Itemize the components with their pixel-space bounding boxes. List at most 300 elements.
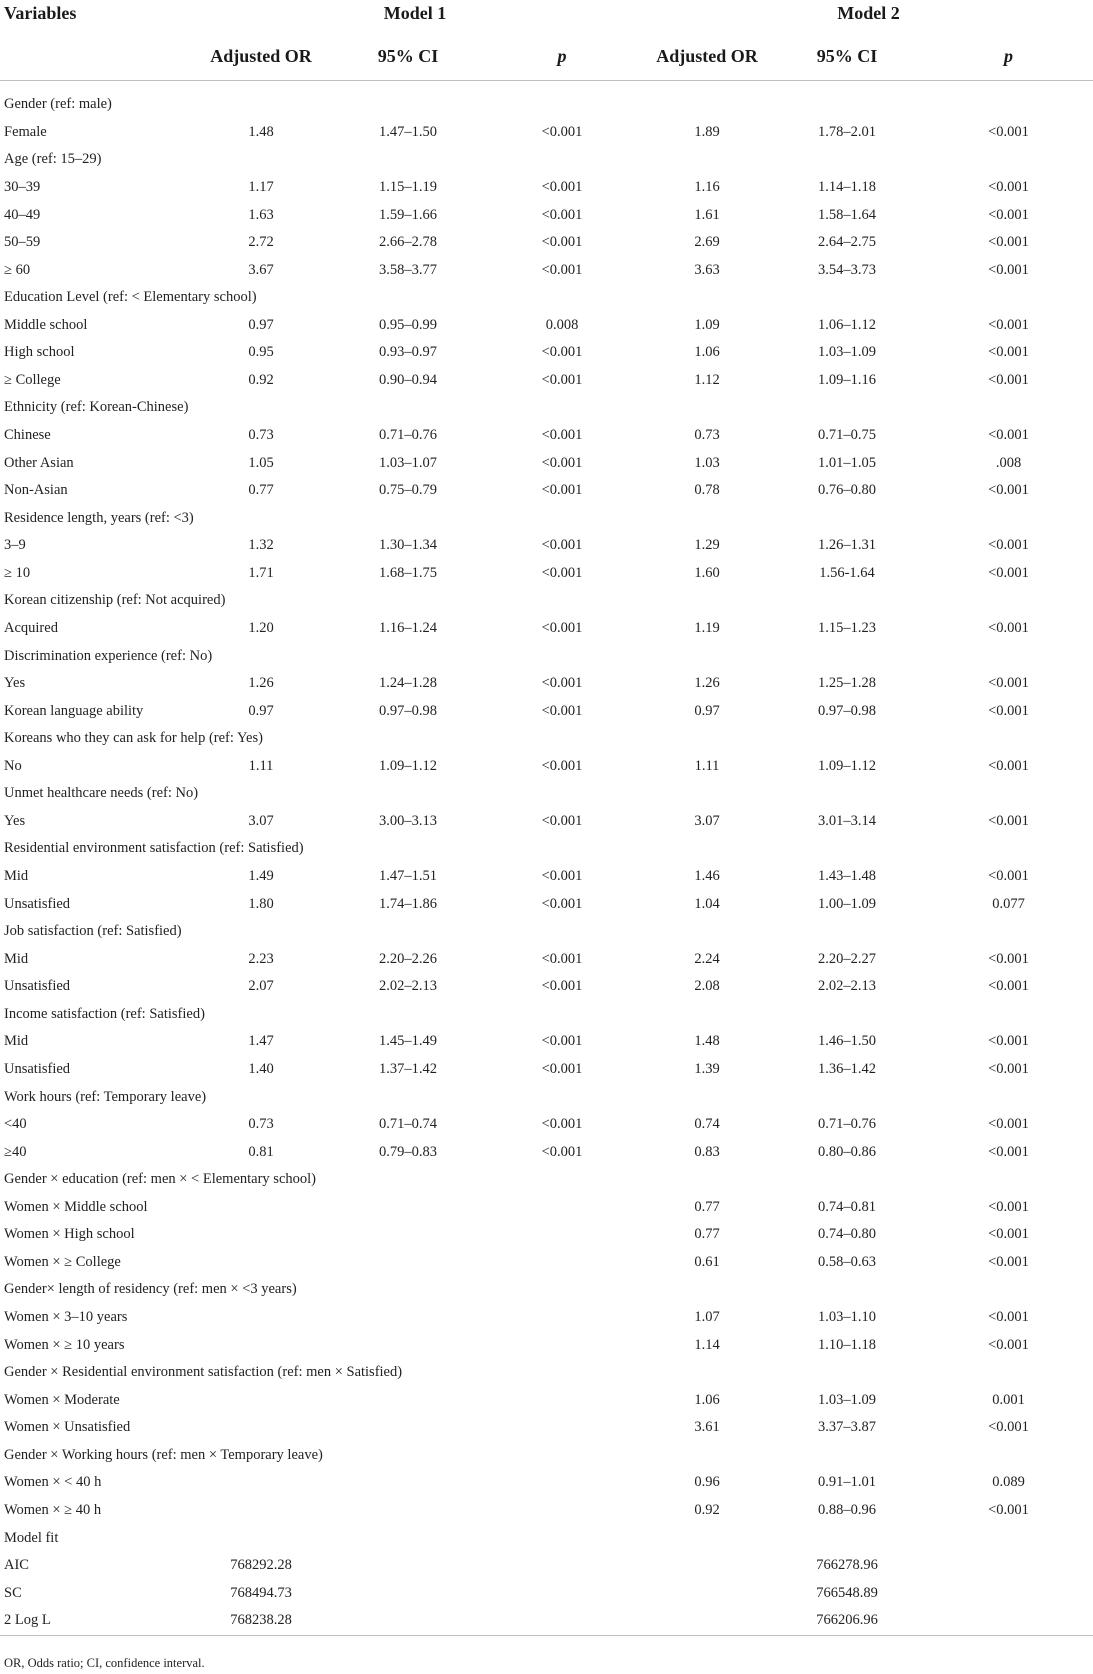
model2-ci: 1.10–1.18 (818, 1336, 877, 1353)
model2-ci: 1.03–1.09 (818, 1391, 877, 1408)
model2-p: <0.001 (988, 757, 1029, 774)
model2-adjusted-or: 2.24 (694, 950, 720, 967)
table-row (0, 1386, 1093, 1414)
table-row (0, 808, 1093, 836)
model1-ci: 1.24–1.28 (379, 675, 437, 692)
empty-cell (480, 1552, 644, 1580)
model1-adjusted-or: 1.26 (248, 675, 274, 692)
model2-p: <0.001 (988, 1198, 1029, 1215)
model1-ci: 3.58–3.77 (379, 261, 437, 278)
model1-ci: 1.68–1.75 (379, 564, 437, 581)
model1-p: <0.001 (541, 178, 583, 195)
model2-adjusted-or: 1.29 (694, 537, 720, 554)
model2-ci: 1.25–1.28 (818, 675, 877, 692)
model2-ci: 0.88–0.96 (818, 1501, 877, 1518)
model2-p: 0.089 (992, 1474, 1025, 1491)
table-row (0, 339, 1093, 367)
model1-p: <0.001 (541, 537, 583, 554)
model2-p: <0.001 (988, 1309, 1029, 1326)
model2-p: <0.001 (988, 206, 1029, 223)
model1-p: <0.001 (541, 950, 583, 967)
model2-adjusted-or: 2.69 (694, 234, 720, 251)
model2-adjusted-or: 1.09 (694, 316, 720, 333)
group-header-row (0, 1524, 1093, 1552)
group-header-row (0, 394, 1093, 422)
model2-adjusted-or: 1.19 (694, 619, 720, 636)
group-label: Koreans who they can ask for help (ref: Yes) (4, 730, 263, 747)
row-label: Middle school (4, 316, 88, 333)
model2-p: <0.001 (988, 261, 1029, 278)
table-row (0, 1111, 1093, 1139)
row-label: Mid (4, 950, 29, 967)
row-label: Yes (4, 812, 26, 829)
model1-p: <0.001 (541, 344, 583, 361)
table-row (0, 367, 1093, 395)
model2-ci: 1.36–1.42 (818, 1060, 877, 1077)
model2-adjusted-or: 2.08 (694, 978, 720, 995)
empty-cell (644, 1552, 770, 1580)
model2-adjusted-or: 1.89 (694, 123, 720, 140)
model1-ci: 0.95–0.99 (379, 316, 437, 333)
model1-p: <0.001 (541, 234, 583, 251)
model1-ci: 1.59–1.66 (379, 206, 437, 223)
spacer-row (0, 81, 1093, 92)
table-row (0, 615, 1093, 643)
table-row (0, 1331, 1093, 1359)
group-label: Job satisfaction (ref: Satisfied) (4, 923, 182, 940)
group-header-row (0, 835, 1093, 863)
model2-ci: 2.20–2.27 (818, 950, 877, 967)
table-row (0, 697, 1093, 725)
model2-p: <0.001 (988, 619, 1029, 636)
model2-adjusted-or: 0.78 (694, 482, 720, 499)
model1-ci: 0.75–0.79 (379, 482, 437, 499)
model1-p: <0.001 (541, 868, 583, 885)
model2-adjusted-or: 1.04 (694, 895, 720, 912)
table-row (0, 1138, 1093, 1166)
model1-p: <0.001 (541, 1143, 583, 1160)
model1-adjusted-or: 1.20 (248, 619, 274, 636)
model2-ci: 1.15–1.23 (818, 619, 877, 636)
row-label: Unsatisfied (4, 1060, 71, 1077)
model1-p: <0.001 (541, 978, 583, 995)
model1-p (480, 1497, 644, 1525)
model-fit-row (0, 1552, 1093, 1580)
model1-adjusted-or: 1.80 (248, 895, 274, 912)
row-label: 30–39 (4, 178, 41, 195)
row-label: Female (4, 123, 47, 140)
table-header (0, 0, 1093, 81)
model1-adjusted-or: 0.73 (248, 1116, 274, 1133)
model2-adjusted-or: 0.96 (694, 1474, 720, 1491)
model2-p: <0.001 (988, 427, 1029, 444)
row-label: Non-Asian (4, 482, 68, 499)
model1-ci: 1.37–1.42 (379, 1060, 437, 1077)
table-row (0, 863, 1093, 891)
table-row (0, 560, 1093, 588)
group-label: Korean citizenship (ref: Not acquired) (4, 592, 226, 609)
model1-p: <0.001 (541, 123, 583, 140)
model2-adjusted-or: 3.61 (694, 1419, 720, 1436)
model1-p: <0.001 (541, 619, 583, 636)
model1-adjusted-or: 2.23 (248, 950, 274, 967)
model1-ci (336, 1414, 480, 1442)
model2-ci: 1.01–1.05 (818, 454, 877, 471)
model2-ci: 1.09–1.12 (818, 757, 877, 774)
table-body (0, 81, 1093, 1636)
model1-p: <0.001 (541, 482, 583, 499)
row-label: Acquired (4, 619, 58, 636)
group-header-row (0, 918, 1093, 946)
model2-ci: 1.03–1.10 (818, 1309, 877, 1326)
group-header-row (0, 587, 1093, 615)
model1-ci: 0.79–0.83 (379, 1143, 437, 1160)
model1-p (480, 1194, 644, 1222)
model1-p (480, 1386, 644, 1414)
model1-p (480, 1249, 644, 1277)
model1-adjusted-or: 1.63 (248, 206, 274, 223)
empty-cell (336, 1552, 480, 1580)
model2-p: <0.001 (988, 1419, 1029, 1436)
model2-ci: 2.02–2.13 (818, 978, 877, 995)
model2-p: 0.001 (992, 1391, 1025, 1408)
group-label: Unmet healthcare needs (ref: No) (4, 785, 199, 802)
model2-p: <0.001 (988, 482, 1029, 499)
table-row (0, 477, 1093, 505)
model1-ci: 1.47–1.51 (379, 868, 437, 885)
model1-p: <0.001 (541, 564, 583, 581)
model1-adjusted-or (186, 1249, 336, 1277)
model1-fit-value: 768292.28 (230, 1557, 292, 1574)
model1-adjusted-or: 3.07 (248, 812, 274, 829)
table-row (0, 890, 1093, 918)
model1-p: <0.001 (541, 895, 583, 912)
model1-ci: 0.93–0.97 (379, 344, 437, 361)
model2-ci: 1.43–1.48 (818, 868, 877, 885)
model1-adjusted-or: 2.72 (248, 234, 274, 251)
model1-adjusted-or: 1.49 (248, 868, 274, 885)
model2-p: .008 (995, 454, 1022, 471)
row-label: Women × Unsatisfied (4, 1419, 131, 1436)
row-label: Mid (4, 1033, 29, 1050)
empty-cell (480, 1607, 644, 1635)
model2-p: <0.001 (988, 812, 1029, 829)
table-row (0, 1304, 1093, 1332)
group-header-row (0, 146, 1093, 174)
model1-ci (336, 1249, 480, 1277)
model2-ci-header: 95% CI (816, 46, 878, 66)
model1-adjusted-or: 1.11 (248, 757, 274, 774)
model1-adjusted-or: 0.81 (248, 1143, 274, 1160)
row-label: Chinese (4, 427, 51, 444)
empty-cell (644, 1607, 770, 1635)
group-label: Gender × Working hours (ref: men × Temporary leave) (4, 1446, 323, 1463)
row-label: ≥ 10 (4, 564, 31, 581)
model2-adjusted-or: 1.12 (694, 371, 720, 388)
model2-ci: 1.78–2.01 (818, 123, 877, 140)
group-label: Gender (ref: male) (4, 96, 112, 113)
model1-adjusted-or: 1.48 (248, 123, 274, 140)
model2-p: <0.001 (988, 868, 1029, 885)
model1-adjusted-or (186, 1304, 336, 1332)
row-label: Women × ≥ College (4, 1253, 121, 1270)
model2-p: <0.001 (988, 1253, 1029, 1270)
row-label: Mid (4, 868, 29, 885)
model2-ci: 0.58–0.63 (818, 1253, 877, 1270)
group-header-row (0, 1166, 1093, 1194)
model1-ci: 1.47–1.50 (379, 123, 437, 140)
table-row (0, 670, 1093, 698)
empty-cell (336, 1607, 480, 1635)
group-label: Income satisfaction (ref: Satisfied) (4, 1005, 205, 1022)
header-row-models (0, 0, 1093, 33)
model1-p: <0.001 (541, 454, 583, 471)
table-row (0, 1028, 1093, 1056)
empty-cell (480, 1579, 644, 1607)
model1-adjusted-or: 0.77 (248, 482, 274, 499)
model1-p: <0.001 (541, 1060, 583, 1077)
model1-p: <0.001 (541, 757, 583, 774)
model2-adjusted-or: 1.06 (694, 1391, 720, 1408)
row-label: No (4, 757, 22, 774)
model1-adjusted-or (186, 1497, 336, 1525)
table-row (0, 532, 1093, 560)
model1-ci (336, 1331, 480, 1359)
row-label: 40–49 (4, 206, 41, 223)
model1-ci: 1.74–1.86 (379, 895, 437, 912)
model2-ci: 0.71–0.75 (818, 427, 877, 444)
model2-p: <0.001 (988, 978, 1029, 995)
model2-adjusted-or: 3.07 (694, 812, 720, 829)
model2-adjusted-or: 1.03 (694, 454, 720, 471)
model2-ci: 0.97–0.98 (818, 702, 877, 719)
group-label: Ethnicity (ref: Korean-Chinese) (4, 399, 189, 416)
model1-ci: 0.71–0.74 (379, 1116, 437, 1133)
row-label: Yes (4, 675, 26, 692)
model1-ci: 2.66–2.78 (379, 234, 437, 251)
model1-ci-header: 95% CI (377, 46, 439, 66)
model2-adjusted-or: 3.63 (694, 261, 720, 278)
model2-ci: 0.71–0.76 (818, 1116, 877, 1133)
table-row (0, 973, 1093, 1001)
model2-adjusted-or: 1.48 (694, 1033, 720, 1050)
empty-cell (924, 1607, 1093, 1635)
header-row-columns (0, 33, 1093, 81)
table-row (0, 753, 1093, 781)
fit-label: AIC (4, 1557, 29, 1574)
model2-ci: 3.37–3.87 (818, 1419, 877, 1436)
table-row (0, 119, 1093, 147)
model1-ci (336, 1386, 480, 1414)
model1-ci: 1.16–1.24 (379, 619, 437, 636)
model1-adjusted-or: 1.47 (248, 1033, 274, 1050)
group-header-row (0, 504, 1093, 532)
group-header-row (0, 725, 1093, 753)
model1-p: <0.001 (541, 1116, 583, 1133)
model1-p: <0.001 (541, 427, 583, 444)
table-row (0, 1194, 1093, 1222)
model2-header: Model 2 (837, 3, 900, 23)
model2-adjusted-or: 1.60 (694, 564, 720, 581)
group-header-row (0, 1001, 1093, 1029)
model2-adjusted-or: 1.39 (694, 1060, 720, 1077)
model1-p: <0.001 (541, 261, 583, 278)
table-row (0, 201, 1093, 229)
table-row (0, 1469, 1093, 1497)
model2-ci: 1.46–1.50 (818, 1033, 877, 1050)
model1-p: <0.001 (541, 371, 583, 388)
model1-p (480, 1331, 644, 1359)
group-label: Model fit (4, 1529, 59, 1546)
group-label: Gender × education (ref: men × < Elementary school) (4, 1171, 316, 1188)
model1-adjusted-or: 1.05 (248, 454, 274, 471)
model2-adjusted-or: 0.97 (694, 702, 720, 719)
model2-adjusted-or: 0.92 (694, 1501, 720, 1518)
model1-adjusted-or: 1.71 (248, 564, 274, 581)
table-row (0, 174, 1093, 202)
model1-adjusted-or: 3.67 (248, 261, 274, 278)
model1-ci (336, 1304, 480, 1332)
row-label: Women × 3–10 years (4, 1309, 128, 1326)
model2-p: 0.077 (992, 895, 1025, 912)
model2-ci: 1.26–1.31 (818, 537, 877, 554)
group-label: Gender× length of residency (ref: men × <3 years) (4, 1281, 297, 1298)
model2-adjusted-or: 1.16 (694, 178, 720, 195)
table-row (0, 256, 1093, 284)
model2-p: <0.001 (988, 1336, 1029, 1353)
model1-ci: 1.30–1.34 (379, 537, 437, 554)
table-row (0, 945, 1093, 973)
row-label: 3–9 (4, 537, 26, 554)
model1-adjusted-or (186, 1194, 336, 1222)
model1-adjusted-or: 0.73 (248, 427, 274, 444)
group-label: Discrimination experience (ref: No) (4, 647, 213, 664)
model1-ci: 0.97–0.98 (379, 702, 437, 719)
table-row (0, 1221, 1093, 1249)
fit-label: SC (4, 1584, 22, 1601)
variables-header: Variables (4, 3, 77, 23)
group-label: Age (ref: 15–29) (4, 151, 102, 168)
group-header-row (0, 1442, 1093, 1470)
group-header-row (0, 780, 1093, 808)
row-label: Unsatisfied (4, 895, 71, 912)
model1-p (480, 1414, 644, 1442)
empty-cell (924, 1552, 1093, 1580)
table-row (0, 1414, 1093, 1442)
row-label: Women × < 40 h (4, 1474, 102, 1491)
model2-ci: 1.03–1.09 (818, 344, 877, 361)
model2-p: <0.001 (988, 1116, 1029, 1133)
model2-ci: 0.80–0.86 (818, 1143, 877, 1160)
group-label: Residence length, years (ref: <3) (4, 509, 194, 526)
model1-ci: 1.09–1.12 (379, 757, 437, 774)
row-label: Women × Moderate (4, 1391, 120, 1408)
table-row (0, 422, 1093, 450)
table-row (0, 1497, 1093, 1525)
row-label: High school (4, 344, 75, 361)
model1-p: 0.008 (545, 316, 579, 333)
model2-ci: 1.00–1.09 (818, 895, 877, 912)
row-label: Women × Middle school (4, 1198, 148, 1215)
model2-p: <0.001 (988, 234, 1029, 251)
model1-adjusted-or: 0.97 (248, 316, 274, 333)
table-row (0, 312, 1093, 340)
model2-p: <0.001 (988, 1033, 1029, 1050)
group-header-row (0, 1083, 1093, 1111)
model2-ci: 3.01–3.14 (818, 812, 877, 829)
row-label: 50–59 (4, 234, 41, 251)
model2-p-header: p (1004, 46, 1014, 66)
model1-adjusted-or (186, 1386, 336, 1414)
model2-ci: 0.74–0.81 (818, 1198, 877, 1215)
group-label: Residential environment satisfaction (ref: Satisfied) (4, 840, 304, 857)
model2-p: <0.001 (988, 344, 1029, 361)
model1-adjusted-or (186, 1414, 336, 1442)
model1-header: Model 1 (383, 3, 447, 23)
model1-adjusted-or: 2.07 (248, 978, 274, 995)
model2-p: <0.001 (988, 371, 1029, 388)
model2-p: <0.001 (988, 675, 1029, 692)
row-label: Women × High school (4, 1226, 135, 1243)
model2-fit-value: 766278.96 (816, 1557, 878, 1574)
model1-ci: 1.15–1.19 (379, 178, 437, 195)
row-label: ≥ College (4, 371, 61, 388)
model2-ci: 0.76–0.80 (818, 482, 877, 499)
row-label: <40 (4, 1116, 27, 1133)
model-fit-row (0, 1579, 1093, 1607)
empty-cell (336, 1579, 480, 1607)
model1-ci (336, 1221, 480, 1249)
group-header-row (0, 642, 1093, 670)
row-label: Women × ≥ 40 h (4, 1501, 102, 1518)
model2-adjusted-or: 1.14 (694, 1336, 720, 1353)
model2-adjusted-or: 1.11 (694, 757, 720, 774)
empty-cell (644, 1579, 770, 1607)
model1-adjusted-or: 0.92 (248, 371, 274, 388)
model1-fit-value: 768494.73 (230, 1584, 292, 1601)
model2-ci: 3.54–3.73 (818, 261, 877, 278)
model1-p: <0.001 (541, 1033, 583, 1050)
group-label: Work hours (ref: Temporary leave) (4, 1088, 207, 1105)
model1-p (480, 1304, 644, 1332)
model2-p: <0.001 (988, 702, 1029, 719)
model2-adjusted-or: 1.46 (694, 868, 720, 885)
model1-ci (336, 1469, 480, 1497)
row-label: Other Asian (4, 454, 74, 471)
group-label: Education Level (ref: < Elementary school) (4, 289, 257, 306)
model1-adjusted-or: 0.97 (248, 702, 274, 719)
model1-ci (336, 1497, 480, 1525)
model2-adjusted-or-header: Adjusted OR (656, 46, 758, 66)
group-header-row (0, 1276, 1093, 1304)
model1-ci: 3.00–3.13 (379, 812, 437, 829)
model2-p: <0.001 (988, 537, 1029, 554)
row-label: Korean language ability (4, 702, 144, 719)
model1-ci: 0.90–0.94 (379, 371, 437, 388)
model2-ci: 1.14–1.18 (818, 178, 877, 195)
model2-adjusted-or: 0.61 (694, 1253, 720, 1270)
model2-p: <0.001 (988, 564, 1029, 581)
model2-p: <0.001 (988, 1060, 1029, 1077)
model1-ci (336, 1194, 480, 1222)
model2-adjusted-or: 1.26 (694, 675, 720, 692)
model1-adjusted-or: 0.95 (248, 344, 274, 361)
model2-ci: 0.91–1.01 (818, 1474, 877, 1491)
table-row (0, 229, 1093, 257)
model2-ci: 1.06–1.12 (818, 316, 877, 333)
model-fit-row (0, 1607, 1093, 1635)
group-label: Gender × Residential environment satisfaction (ref: men × Satisfied) (4, 1364, 403, 1381)
